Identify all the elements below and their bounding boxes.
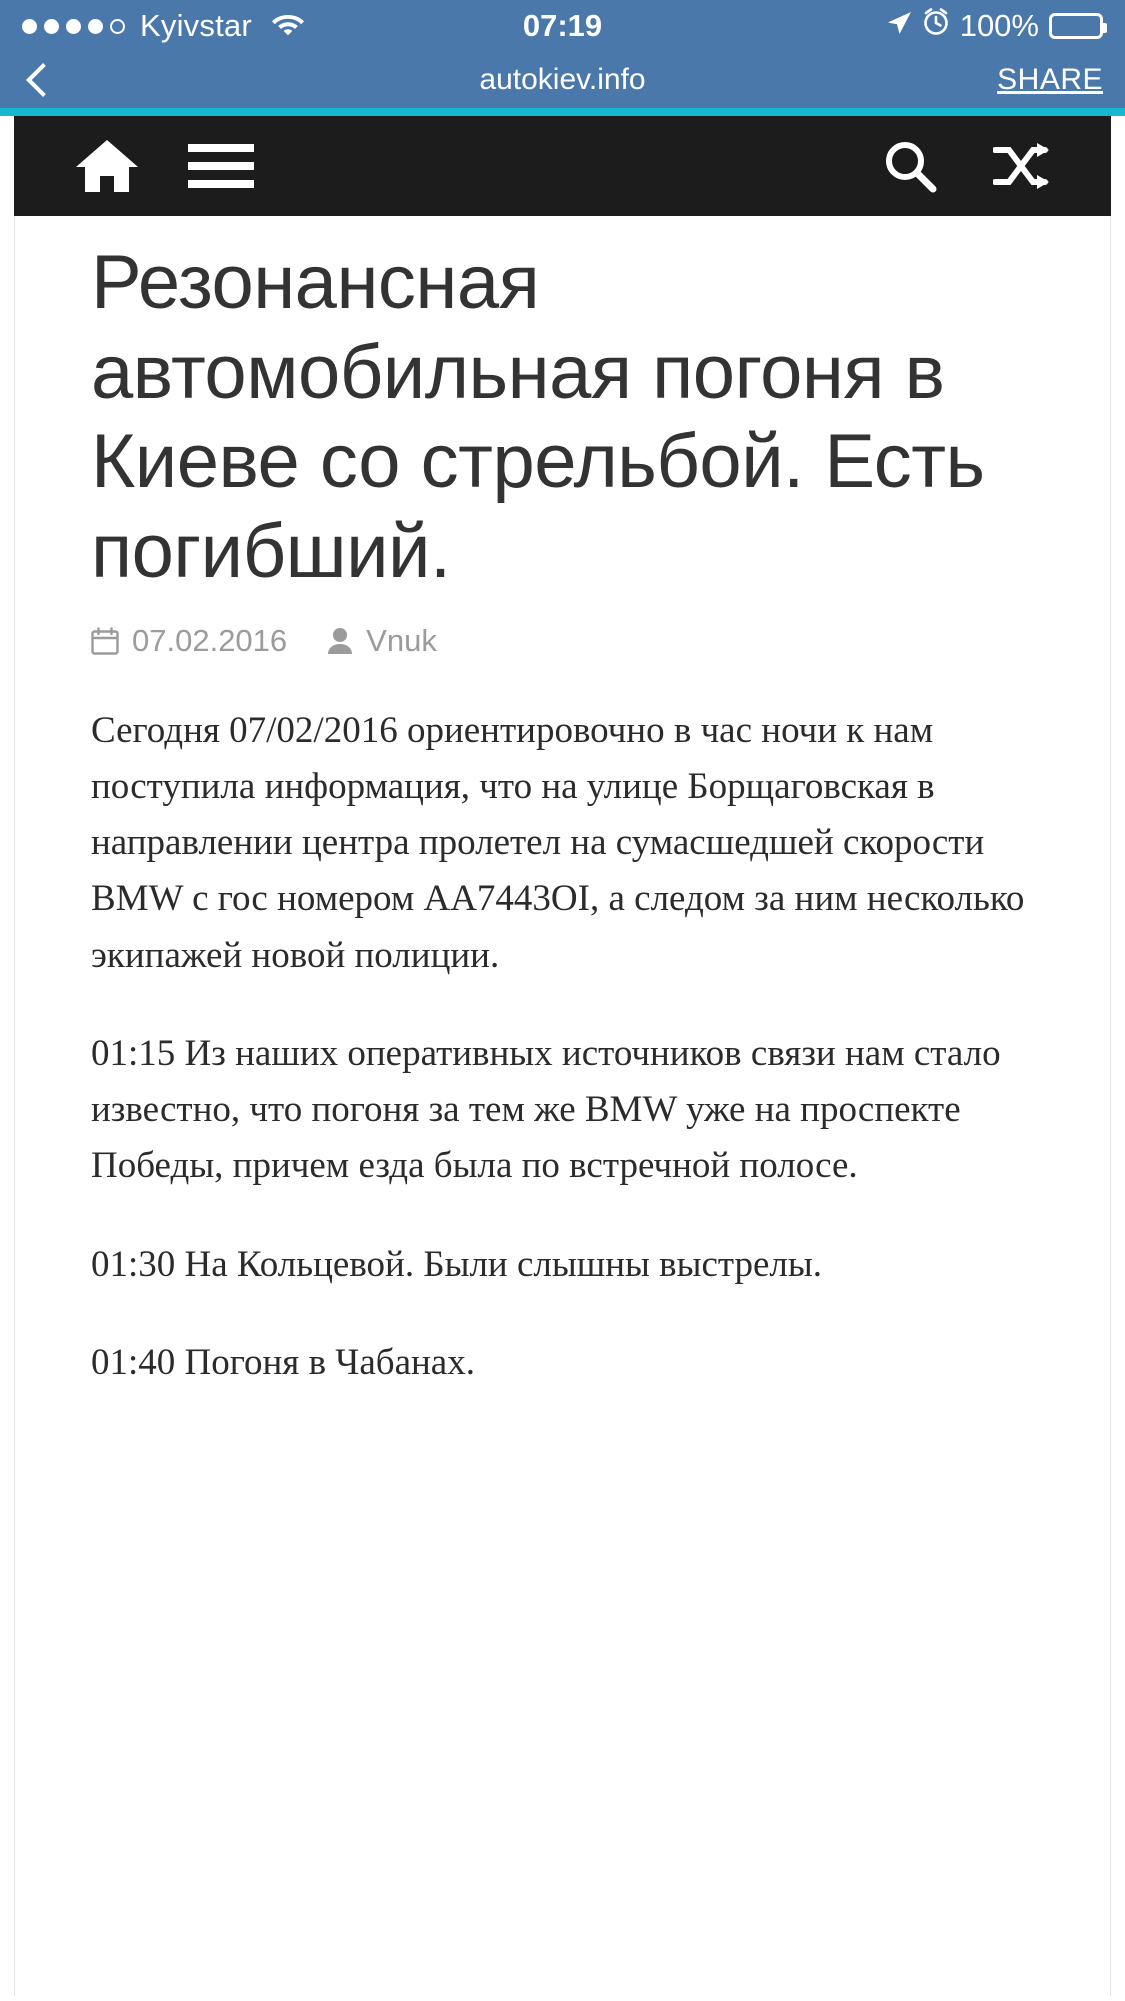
home-icon[interactable] <box>74 138 140 194</box>
accent-strip <box>0 108 1125 116</box>
content-container <box>14 216 1111 1996</box>
signal-strength-icon <box>22 19 125 34</box>
status-bar-right <box>886 8 1103 44</box>
article-paragraph: 01:40 Погоня в Чабанах. <box>91 1341 475 1383</box>
battery-full-icon <box>1049 13 1103 39</box>
status-bar-left <box>22 8 305 44</box>
article-date-label: 07.02.2016 <box>132 622 288 658</box>
article-date <box>91 623 287 659</box>
article-author <box>327 623 437 659</box>
alarm-clock-icon <box>922 8 950 44</box>
site-header <box>14 116 1111 216</box>
shuffle-icon[interactable] <box>993 142 1051 190</box>
article-paragraph: 01:15 Из наших оперативных источников связи нам стало известно, что погоня за тем же BMW уже на проспекте Победы, причем езда была по встречной полосе. <box>91 1032 1001 1187</box>
carrier-label: Kyivstar <box>140 8 252 43</box>
site-header-left <box>74 138 254 194</box>
calendar-icon <box>91 627 119 655</box>
back-button[interactable] <box>22 63 56 97</box>
article-body <box>91 703 1034 1391</box>
clock-label: 07:19 <box>522 8 603 43</box>
article-meta <box>91 623 1034 659</box>
article <box>15 216 1110 1391</box>
site-header-right <box>883 139 1051 193</box>
safari-toolbar <box>0 52 1125 108</box>
location-arrow-icon <box>886 8 912 44</box>
share-button[interactable]: SHARE <box>997 63 1103 96</box>
web-page-viewport <box>0 108 1125 2001</box>
page-title: Резонансная автомобильная погоня в Киеве со стрельбой. Есть погибший. <box>91 240 985 595</box>
battery-percent-label: 100% <box>959 8 1039 43</box>
search-icon[interactable] <box>883 139 937 193</box>
article-paragraph: 01:30 На Кольцевой. Были слышны выстрелы. <box>91 1243 822 1285</box>
article-author-label: Vnuk <box>366 622 437 658</box>
hamburger-menu-icon[interactable] <box>188 142 254 190</box>
article-paragraph: Сегодня 07/02/2016 ориентировочно в час ночи к нам поступила информация, что на улице Борщаговская в направлении центра пролетел на сумасшедшей скорости BMW с гос номером АА7443ОI, а следом за ним несколько экипажей новой полиции. <box>91 709 1025 976</box>
user-icon <box>327 627 353 655</box>
wifi-icon <box>271 8 305 44</box>
ios-status-bar <box>0 0 1125 52</box>
url-label[interactable]: autokiev.info <box>479 63 646 96</box>
